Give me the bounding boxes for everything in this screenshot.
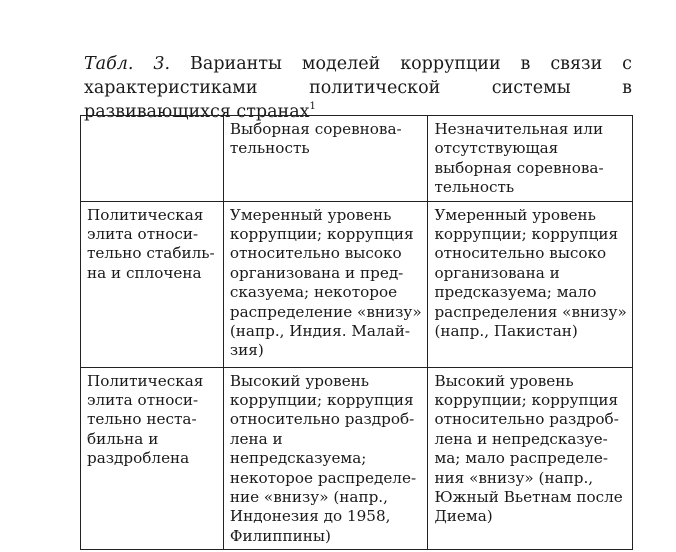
caption-text: Варианты моделей коррупции в связи с характеристиками политической системы в развивающихся странах <box>84 54 632 122</box>
header-electoral-competition: Выборная соревновательность <box>223 116 428 202</box>
cell-unstable-noncompetitive: Высокий уровень коррупции; коррупция относительно раздроблена и непредсказуема; мало распределения «внизу» (напр., Южный Вьетнам после Диема) <box>428 367 633 550</box>
table-header-row <box>81 116 633 202</box>
table-row <box>81 367 633 550</box>
table-caption <box>84 52 632 124</box>
header-weak-electoral-competition: Незначительная или отсутствующая выборная соревновательность <box>428 116 633 202</box>
cell-stable-competitive: Умеренный уровень коррупции; коррупция относительно высоко организована и предсказуема; некоторое распределение «внизу» (напр., Индия. Малайзия) <box>223 201 428 367</box>
table-row <box>81 201 633 367</box>
row-label-unstable-elite: Политическая элита относительно нестабильна и раздроблена <box>81 367 224 550</box>
caption-label: Табл. 3. <box>84 54 171 74</box>
row-label-stable-elite: Политическая элита относительно стабильна и сплочена <box>81 201 224 367</box>
cell-stable-noncompetitive: Умеренный уровень коррупции; коррупция относительно высоко организована и предсказуема; мало распределения «внизу» (напр., Пакистан) <box>428 201 633 367</box>
cell-unstable-competitive: Высокий уровень коррупции; коррупция относительно раздроблена и непредсказуема; некоторое распределение «внизу» (напр., Индонезия до 1958, Филиппины) <box>223 367 428 550</box>
caption-footnote-mark: 1 <box>309 101 316 112</box>
header-corner-cell <box>81 116 224 202</box>
corruption-models-table <box>80 115 633 550</box>
